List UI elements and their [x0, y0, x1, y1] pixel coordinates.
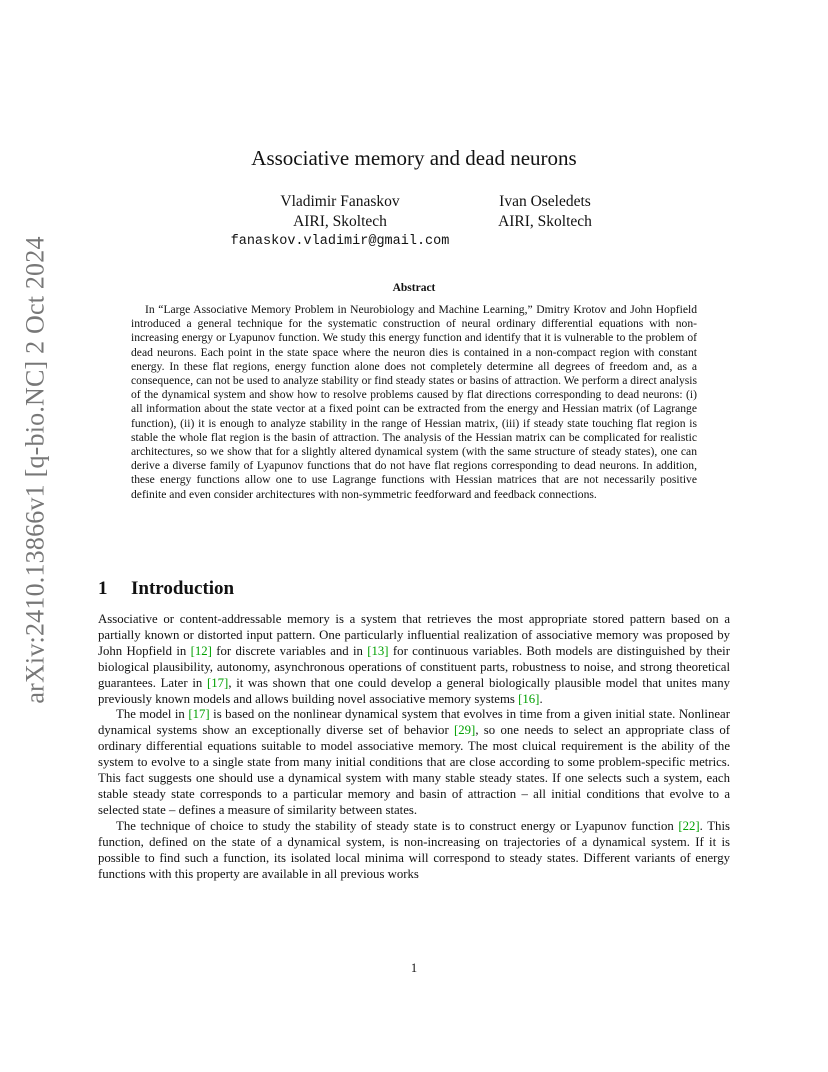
citation-link[interactable]: [12]	[190, 643, 212, 658]
page-number: 1	[410, 961, 418, 975]
paragraph-text: is based on the nonlinear dynamical system that evolves in time from a given initial state. Nonlinear dynamical systems show an exceptionally diverse set of behavior	[98, 707, 730, 738]
introduction-body	[98, 612, 730, 882]
arxiv-identifier-text: arXiv:2410.13866v1 [q-bio.NC] 2 Oct 2024	[21, 236, 50, 704]
section-number: 1	[98, 578, 108, 599]
author-name: Ivan Oseledets	[499, 193, 591, 210]
paper-title: Associative memory and dead neurons	[251, 146, 577, 170]
citation-link[interactable]: [17]	[206, 675, 229, 690]
arxiv-identifier-stamp	[14, 236, 58, 704]
paragraph-text: The technique of choice to study the stability of steady state is to construct energy or Lyapunov function	[116, 818, 679, 833]
author-affiliation: AIRI, Skoltech	[293, 213, 387, 230]
paragraph-1	[98, 612, 730, 707]
citation-link[interactable]: [13]	[367, 643, 389, 658]
abstract-text: In “Large Associative Memory Problem in Neurobiology and Machine Learning,” Dmitry Krotov and John Hopfield introduced a general technique for the systematic construction of neural ordinary differential equations with non-increasing energy or Lyapunov function. We study this energy function and identify that it is vulnerable to the problem of dead neurons. Each point in the state space where the neuron dies is contained in a non-compact region with constant energy. In these flat regions, energy function alone does not completely determine all degrees of freedom and, as a consequence, can not be used to analyze stability or find steady states or basins of attraction. We perform a direct analysis of the dynamical system and show how to resolve problems caused by flat directions corresponding to dead neurons: (i) all information about the state vector at a fixed point can be extracted from the energy and Hessian matrix (of Lagrange function), (ii) it is enough to analyze stability in the range of Hessian matrix, (iii) if steady state touching flat region is stable the whole flat region is the basin of attraction. The analysis of the Hessian matrix can be complicated for realistic architectures, so we show that for a slightly altered dynamical system (with the same structure of steady states), one can derive a diverse family of Lyapunov functions that do not have flat regions corresponding to dead neurons. In addition, these energy functions allow one to use Lagrange functions with Hessian matrices that are not necessarily positive definite and even consider architectures with non-symmetric feedforward and feedback connections.	[131, 303, 697, 501]
citation-link[interactable]: [16]	[518, 691, 540, 706]
section-heading	[98, 578, 234, 600]
citation-link[interactable]: [22]	[678, 818, 700, 833]
paragraph-text: , it was shown that one could develop a general biologically plausible model that unites many previously known models and allows building novel associative memory systems	[98, 675, 730, 706]
author-block-2	[480, 192, 610, 232]
author-email: fanaskov.vladimir@gmail.com	[230, 234, 450, 249]
author-name: Vladimir Fanaskov	[280, 193, 400, 210]
paragraph-text: . This function, defined on the state of a dynamical system, is non-increasing on trajectories of a dynamical system. If it is possible to find such a function, its isolated local minima will correspond to steady states. Different variants of energy functions with this property are available in all previous works	[98, 818, 730, 881]
paragraph-text: The model in	[116, 707, 189, 722]
paragraph-text: , so one needs to select an appropriate class of ordinary differential equations suitable to model associative memory. The most cluical requirement is the ability of the system to evolve to a single state from many initial conditions that are close according to some problem-specific metrics. This fact suggests one should use a dynamical system with many stable steady states. If one selects such a system, each stable steady state corresponds to a particular memory and basin of attraction – all initial conditions that evolve to a selected state – defines a measure of similarity between states.	[98, 723, 730, 817]
citation-link[interactable]: [17]	[188, 707, 210, 722]
paragraph-text: for discrete variables and in	[211, 643, 368, 658]
author-affiliation: AIRI, Skoltech	[498, 213, 592, 230]
author-block-1	[210, 192, 470, 252]
paragraph-text: for continuous variables. Both models are distinguished by their biological plausibility, autonomy, asynchronous operations of constituent parts, robustness to noise, and strong theoretical guarantees. Later in	[98, 643, 730, 690]
citation-link[interactable]: [29]	[453, 723, 476, 738]
paragraph-3	[98, 819, 730, 883]
abstract-heading: Abstract	[392, 282, 436, 294]
section-title: Introduction	[131, 578, 235, 599]
paragraph-2	[98, 707, 730, 818]
paragraph-text: .	[539, 691, 543, 706]
paragraph-text: Associative or content-addressable memory is a system that retrieves the most appropriate stored pattern based on a partially known or distorted input pattern. One particularly influential realization of associative memory was proposed by John Hopfield in	[98, 612, 730, 658]
